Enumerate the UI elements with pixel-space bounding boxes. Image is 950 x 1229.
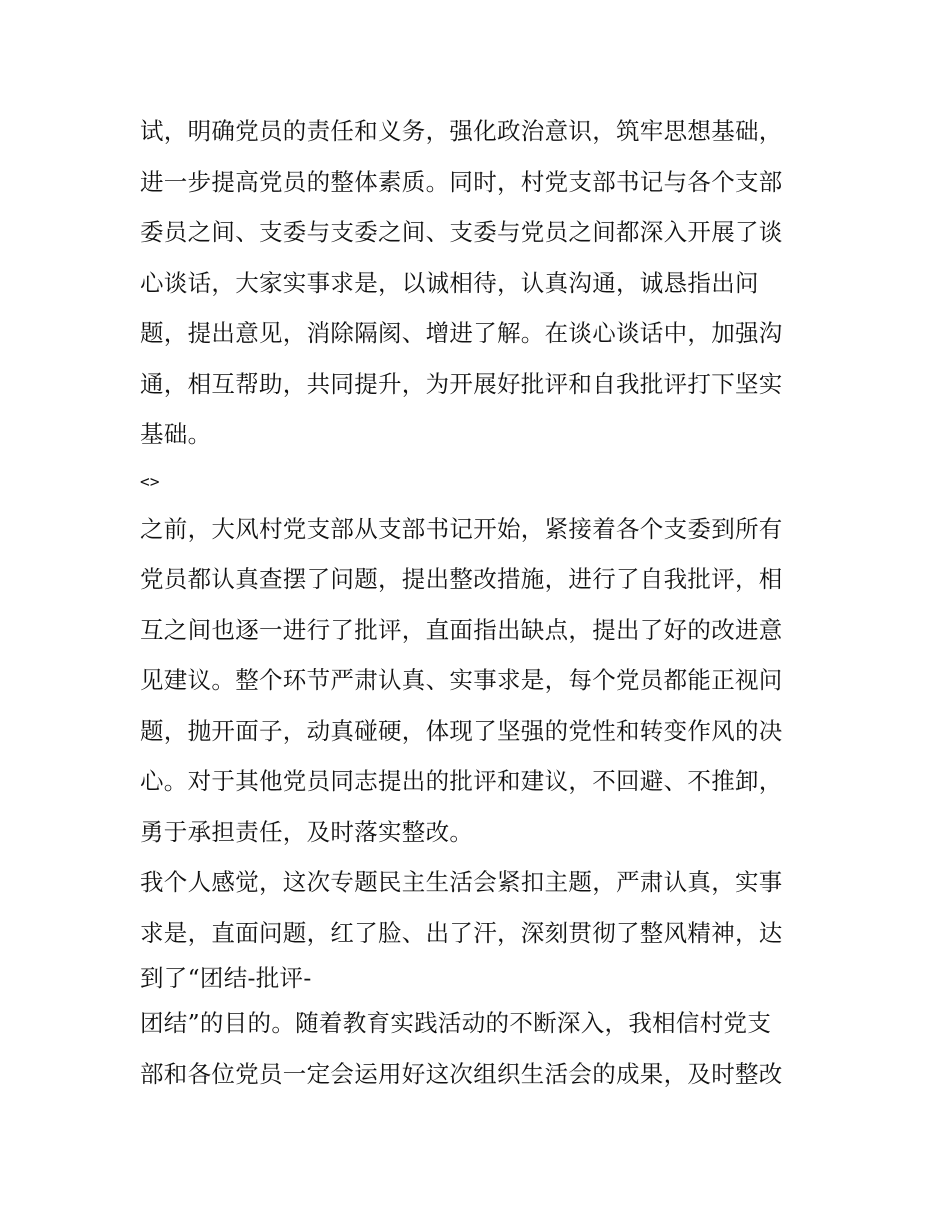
paragraph-3 — [140, 857, 820, 1099]
text-line: 求是，直面问题，红了脸、出了汗，深刻贯彻了整风精神，达 — [140, 918, 783, 947]
text-line: 心。对于其他党员同志提出的批评和建议，不回避、不推卸， — [140, 767, 783, 795]
text-line: 基础。 — [140, 420, 212, 448]
text-line: 之前，大风村党支部从支部书记开始，紧接着各个支委到所有 — [140, 514, 783, 543]
text-line: 通，相互帮助，共同提升，为开展好批评和自我批评打下坚实 — [140, 369, 783, 398]
text-line: 勇于承担责任，及时落实整改。 — [140, 817, 474, 846]
text-line: 团结”的目的。随着教育实践活动的不断深入，我相信村党支 — [140, 1009, 772, 1037]
text-line: 到了“团结-批评- — [140, 964, 312, 992]
paragraph-2 — [140, 504, 820, 858]
text-line: 进一步提高党员的整体素质。同时，村党支部书记与各个支部 — [140, 167, 783, 196]
text-line: 题，提出意见，消除隔阂、增进了解。在谈心谈话中，加强沟 — [140, 319, 783, 347]
text-line: 部和各位党员一定会运用好这次组织生活会的成果，及时整改 — [140, 1059, 783, 1088]
text-line: 题，抛开面子，动真碰硬，体现了坚强的党性和转变作风的决 — [140, 716, 783, 745]
text-line: 试，明确党员的责任和义务，强化政治意识，筑牢思想基础， — [140, 117, 783, 145]
text-line: 我个人感觉，这次专题民主生活会紧扣主题，严肃认真，实事 — [140, 868, 783, 896]
document-page — [140, 106, 820, 1099]
text-line: 委员之间、支委与支委之间、支委与党员之间都深入开展了谈 — [140, 218, 783, 246]
text-line: 党员都认真查摆了问题，提出整改措施，进行了自我批评，相 — [140, 565, 783, 593]
paragraph-1 — [140, 106, 820, 460]
section-marker: <> — [140, 471, 160, 491]
text-line: 见建议。整个环节严肃认真、实事求是，每个党员都能正视问 — [140, 666, 783, 694]
text-line: 心谈话，大家实事求是，以诚相待，认真沟通，诚恳指出问 — [140, 268, 759, 297]
text-line: 互之间也逐一进行了批评，直面指出缺点，提出了好的改进意 — [140, 615, 783, 644]
